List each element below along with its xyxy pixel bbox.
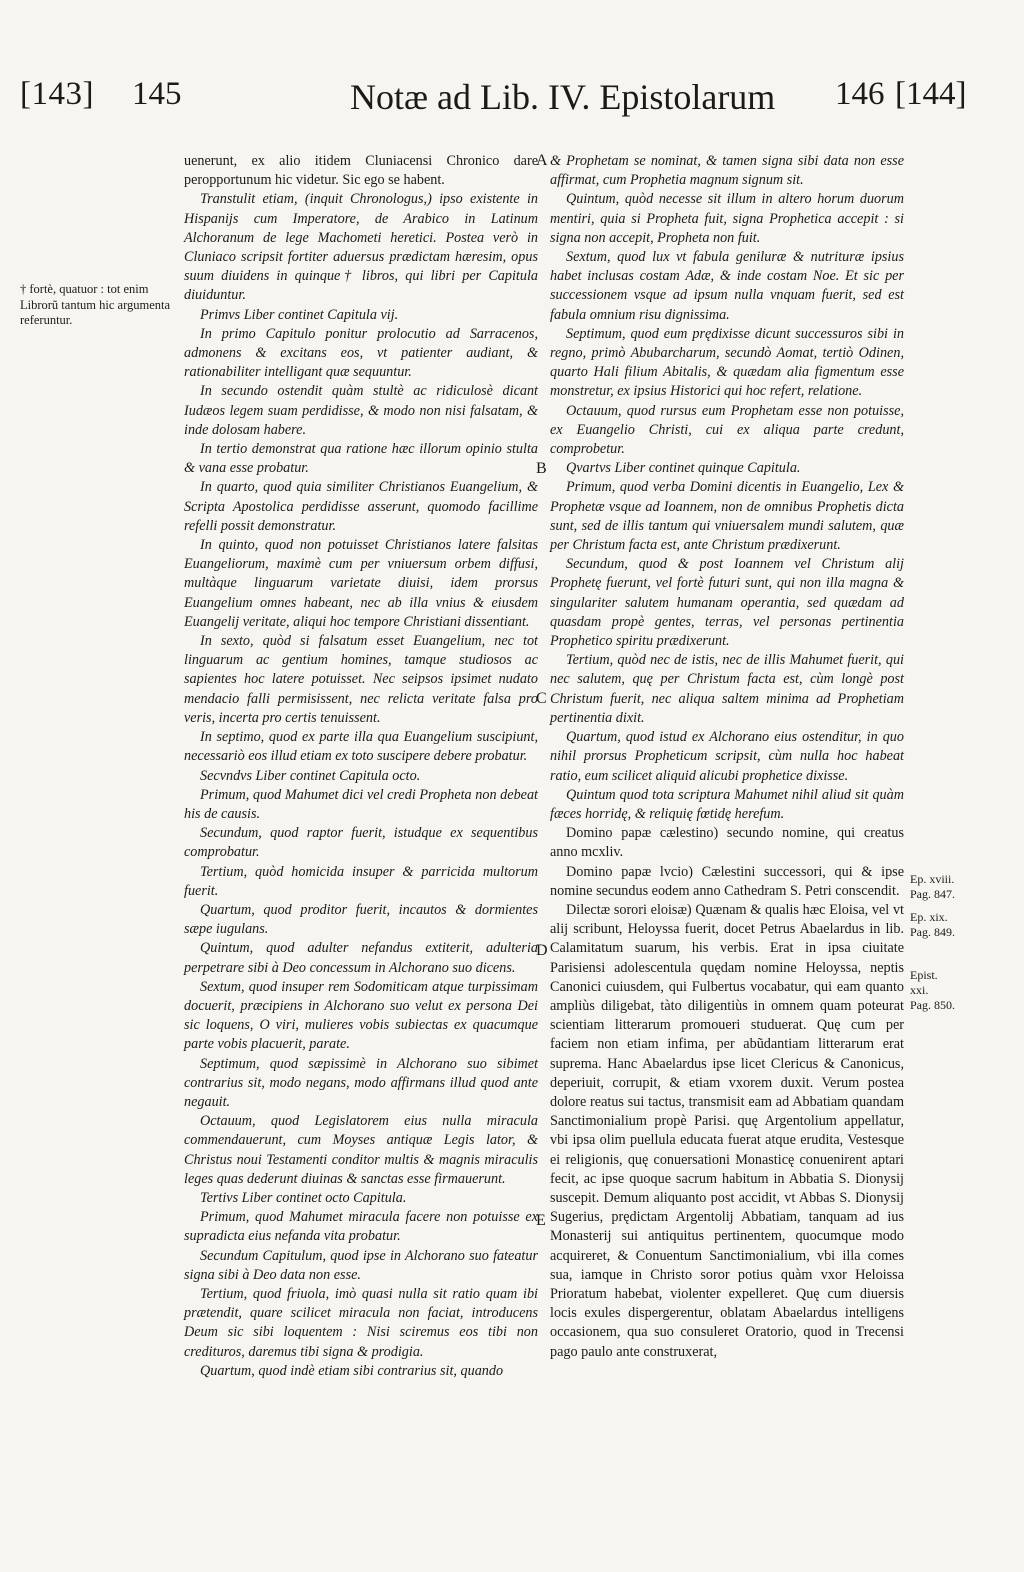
paragraph: In secundo ostendit quàm stultè ac ridiculosè dicant Iudæos legem suam perdidisse, & modo non nisi falsatam, & inde dolosam habere. (184, 383, 538, 438)
right-margin-note: Epist. xxi. Pag. 850. (910, 968, 955, 1012)
paragraph: In septimo, quod ex parte illa qua Euangelium suscipiunt, necessariò eos illud etiam ex toto suscipere debere probatur. (184, 729, 538, 765)
section-marker: B (536, 460, 547, 477)
section-marker: C (536, 690, 547, 707)
paragraph: uenerunt, ex alio itidem Cluniacensi Chronico dare peropportunum hic videtur. Sic ego se habent. (184, 153, 538, 189)
left-page-number: 145 (132, 76, 182, 112)
paragraph: Quintum, quod adulter nefandus extiterit, adulteria perpetrare sibi à Deo concessum in Alchorano suo dicens. (184, 940, 538, 976)
section-marker: D (536, 942, 548, 959)
paragraph: In sexto, quòd si falsatum esset Euangelium, nec tot linguarum ac gentium homines, tamque studiosos ac sapientes hoc latere potuisset. Nec seipsos ipsimet nudato mendacio falli permisissent, nec relicta veritate falsa pro veris, incerta pro certis tenuissent. (184, 633, 538, 726)
paragraph: In primo Capitulo ponitur prolocutio ad Sarracenos, admonens & excitans eos, vt patienter audiant, & rationabiliter intelligant quæ sequuntur. (184, 325, 538, 381)
left-original-page-number: [143] (20, 76, 94, 112)
paragraph: Tertium, quòd homicida insuper & parricida multorum fuerit. (184, 863, 538, 899)
paragraph: Tertium, quòd nec de istis, nec de illis Mahumet fuerit, qui nec salutem, quę per Christum facta est, cùm longè post Christum fuerit, nec aliqua saltem minima ad Prophetiam pertinentia dixit. (550, 652, 904, 726)
paragraph: Domino papæ cælestino) secundo nomine, qui creatus anno mcxliv. (550, 825, 904, 861)
paragraph: Octauum, quod Legislatorem eius nulla miracula commendauerunt, cum Moyses antiquæ Legis lator, & Christus noui Testamenti conditor multis & magnis miraculis leges quas dederunt diuinas & sanctas esse firmauerunt. (184, 1113, 538, 1187)
paragraph: Quintum quod tota scriptura Mahumet nihil aliud sit quàm fæces horridę, & reliquię fœtidę herefum. (550, 786, 904, 822)
paragraph: Primum, quod verba Domini dicentis in Euangelio, Lex & Prophetæ vsque ad Ioannem, non de omnibus Prophetis dicta sunt, sed de illis tantum qui vniuersalem mundi salutem, quæ per Christum facta est, ante Christum prædixerunt. (550, 479, 904, 554)
paragraph: In quinto, quod non potuisset Christianos latere falsitas Euangeliorum, maximè cum per vniuersum orbem diffusi, multàque linguarum varietate diuisi, idem prorsus Euangelium omnes habeant, nec ab illa vnius & eiusdem Euangelij veritate, aliqui hoc tempore Christiani dissentiant. (184, 537, 538, 630)
paragraph: Primvs Liber continet Capitula vij. (200, 306, 399, 323)
right-original-page-number: [144] (895, 76, 967, 112)
paragraph: Quartum, quod proditor fuerit, incautos & dormientes sæpe iugulans. (184, 901, 538, 938)
paragraph: Tertivs Liber continet octo Capitula. (200, 1189, 407, 1206)
left-text-column (184, 152, 538, 1381)
paragraph: Quartum, quod istud ex Alchorano eius ostenditur, in quo nihil prorsus Propheticum scripsit, cùm nulla hoc habeat ratio, eum scilicet aliquid alicubi prophetice dixisse. (550, 729, 904, 784)
right-margin-note: Ep. xix. Pag. 849. (910, 910, 955, 939)
paragraph: & Prophetam se nominat, & tamen signa sibi data non esse affirmat, cum Prophetia magnum signum sit. (550, 153, 904, 189)
paragraph: Transtulit etiam, (inquit Chronologus,) ipso existente in Hispanijs cum Imperatore, de Arabico in Latinum Alchoranum de lege Machometi heretici. Postea verò in Cluniaco scripsit fortiter aduersus prædictam hæresim, opus suum diuidens in quinque† libros, qui libri per Capitula diuiduntur. (184, 191, 538, 304)
paragraph: Septimum, quod eum prędixisse dicunt successuros sibi in regno, primò Abubarcharum, secundò Aomat, tertiò Odinen, quarto Hali filium Abitalis, & quædam alia figmentum esse monstretur, ex ipsius Historici qui hoc refert, relatione. (550, 325, 904, 400)
page-title: Notæ ad Lib. IV. Epistolarum (350, 77, 776, 117)
paragraph: Domino papæ lvcio) Cælestini successori, qui & ipse nomine secundus eodem anno Cathedram S. Petri conscendit. (550, 863, 904, 899)
right-margin-note: Ep. xviii. Pag. 847. (910, 872, 955, 901)
running-header (20, 76, 1000, 132)
paragraph: Qvartvs Liber continet quinque Capitula. (566, 460, 801, 477)
paragraph: Quintum, quòd necesse sit illum in altero horum duorum mentiri, quia si Propheta fuit, signa Prophetica accepit : si signa non accepit, Propheta non fuit. (550, 191, 904, 246)
paragraph: Primum, quod Mahumet dici vel credi Propheta non debeat his de causis. (184, 786, 538, 822)
paragraph: Secundum Capitulum, quod ipse in Alchorano suo fateatur signa sibi à Deo data non esse. (184, 1247, 538, 1283)
paragraph: Primum, quod Mahumet miracula facere non potuisse ex supradicta eius nefanda vita probatur. (184, 1209, 538, 1245)
paragraph: Secvndvs Liber continet Capitula octo. (200, 767, 421, 784)
left-margin-note (20, 282, 180, 329)
paragraph: Dilectæ sorori eloisæ) Quænam & qualis hæc Eloisa, vel vt alij scribunt, Heloyssa fuerit, docet Petrus Abaelardus in lib. Calamitatum suarum, his verbis. Erat in ipsa ciuitate Parisiensi adolescentula quędam nomine Heloyssa, neptis Canonici cuiusdem, qui Fulbertus vocabatur, qui eam quanto ampliùs diligebat, tàto diligentiùs in omnem quam poteurat scientiam litterarum promoueri studuerat. Quę cum per faciem non etiam infima, per abũdantiam litterarum erat suprema. Hanc Abaelardus ipse licet Clericus & Canonicus, deperiuit, corrupit, & etiam vxorem duxit. Verum postea dolore reatus sui tactus, transmisit eam ad Abbatiam quandam Sanctimonialium propè Parisi. quę Argentolium appellatur, vbi ipsa olim puellula educata fuerat atque erudita, Vestesque ei religionis, quę conuersationi Monasticę conuenirent aptari fecit, ac ipse quoque sacrum habitum in Abbatia S. Dionysij suscepit. Demum aliquanto post accidit, vt Abbas S. Dionysij Sugerius, prędictam Argentolij Abbatiam, tanquam ad ius Monasterij sui antiquitus pertinentem, quocumque modo acquireret, & Conuentum Sanctimonialium, vbi illa comes sua, iamque in Christo soror potius quàm vxor Heloissa Prioratum habebat, violenter expelleret. Quę cum diuersis locis exules dispergerentur, oblatam Abaelardus intelligens occasionem, qua suo consuleret Oratorio, quod in Trecensi pago paulo ante construxerat, (550, 901, 904, 1360)
right-text-column (550, 152, 904, 1362)
paragraph: Octauum, quod rursus eum Prophetam esse non potuisse, ex Euangelio Christi, cui ex aliqua parte credunt, comprobetur. (550, 402, 904, 458)
right-page-number: 146 (835, 76, 885, 112)
paragraph: Sextum, quod lux vt fabula geniluræ & nutrituræ ipsius habet inclusas costam Adæ, & inde costam Noe. Et sic per successionem vsque ad ipsum nulla vnquam fuerit, sed est fabula omnium risu dignissima. (550, 249, 904, 323)
margin-note-text: † fortè, quatuor : tot enim Librorũ tantum hic argumenta referuntur. (20, 282, 171, 327)
paragraph: Tertium, quod friuola, imò quasi nulla sit ratio quam ibi prætendit, quare scilicet miracula non faciat, introducens Deum sic sibi loquentem : Nisi sciremus eos tibi non credituros, daremus tibi signa & prodigia. (184, 1285, 538, 1360)
paragraph: Secundum, quod raptor fuerit, istudque ex sequentibus comprobatur. (184, 825, 538, 861)
section-marker: E (536, 1212, 546, 1229)
paragraph: In quarto, quod quia similiter Christianos Euangelium, & Scripta Apostolica perdidisse asserunt, quomodo facillime refelli possit demonstratur. (184, 479, 538, 534)
paragraph: Secundum, quod & post Ioannem vel Christum alij Prophetę fuerunt, vel fortè futuri sunt, qui non illa magna & singulariter salutem humanam operantia, sed quædam ad quasdam propè gentes, terras, vel personas pertinentia Prophetico spiritu prædixerunt. (550, 556, 904, 650)
paragraph: Sextum, quod insuper rem Sodomiticam atque turpissimam docuerit, præcipiens in Alchorano suo velut ex persona Dei sic loquens, O viri, mulieres vobis subiectas ex quacumque parte vobis placuerit, parate. (184, 978, 538, 1053)
paragraph: In tertio demonstrat qua ratione hæc illorum opinio stulta & vana esse probatur. (184, 441, 538, 477)
paragraph: Quartum, quod indè etiam sibi contrarius sit, quando (200, 1362, 504, 1379)
paragraph: Septimum, quod sæpissimè in Alchorano suo sibimet contrarius sit, modo negans, modo affirmans illud quod ante negauit. (184, 1055, 538, 1110)
section-marker: A (536, 152, 548, 169)
